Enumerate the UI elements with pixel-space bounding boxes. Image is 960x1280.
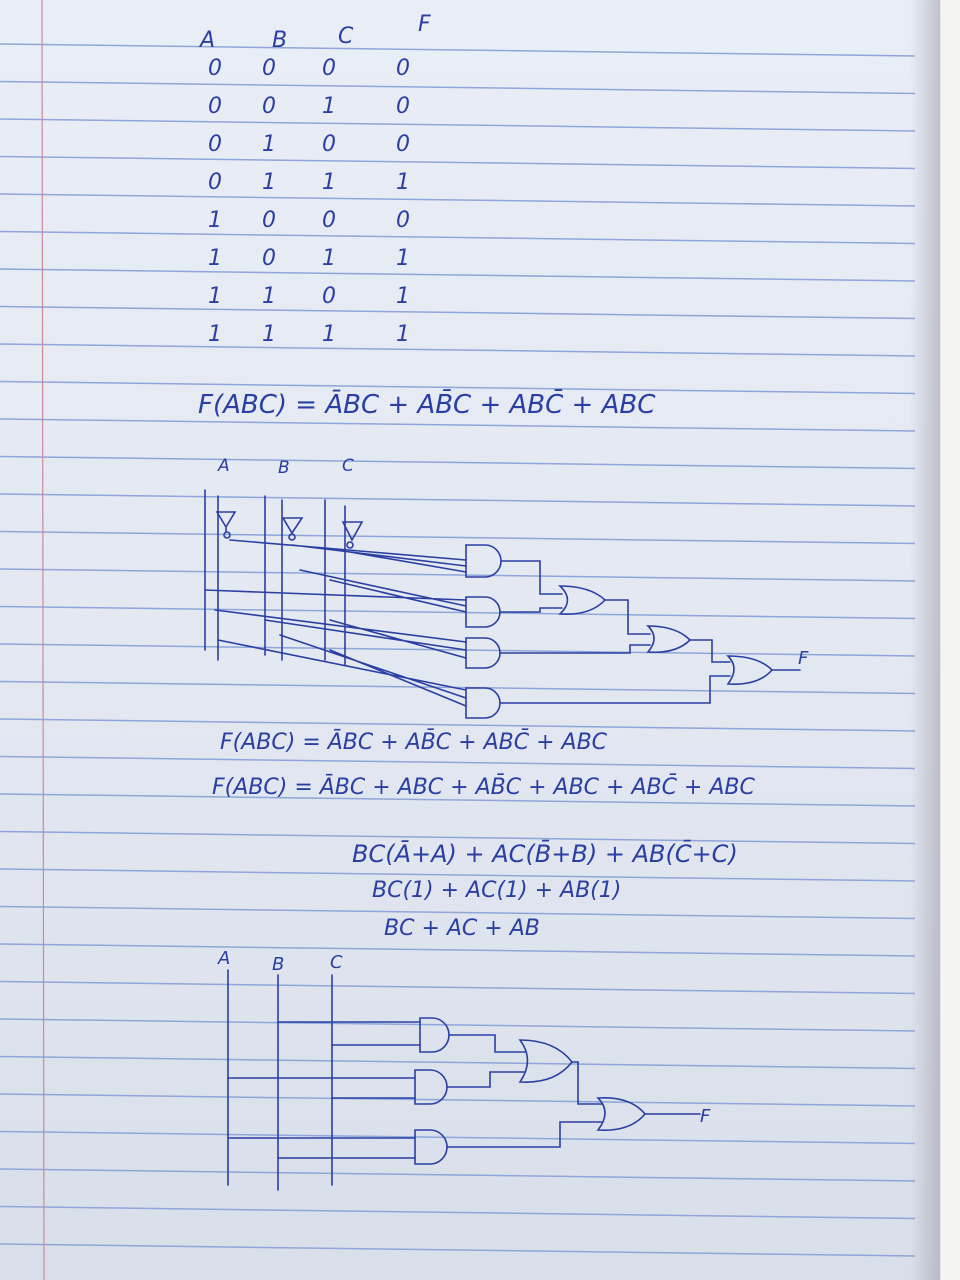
circuit2-output-f: F [700,1106,711,1127]
tt-cell: 0 [322,132,336,157]
tt-cell: 0 [262,246,276,271]
tt-cell: 1 [322,322,336,347]
tt-cell: 0 [208,170,222,195]
tt-cell: 1 [262,170,276,195]
circuit1-input-a: A [218,456,230,476]
tt-cell: 0 [208,94,222,119]
tt-cell: 0 [396,94,410,119]
tt-cell: 0 [322,284,336,309]
simplification-line-1: F(ABC) = ĀBC + AB̄C + ABC̄ + ABC [220,730,608,755]
circuit1-input-b: B [278,458,290,478]
simplification-line-3: BC(Ā+A) + AC(B̄+B) + AB(C̄+C) [352,840,738,868]
circuit2-input-c: C [330,952,343,973]
tt-cell: 1 [396,170,410,195]
tt-cell: 1 [322,94,336,119]
tt-cell: 1 [262,284,276,309]
circuit1-output-f: F [798,648,809,669]
tt-header-c: C [338,24,354,49]
tt-cell: 0 [396,132,410,157]
tt-header-f: F [418,12,431,37]
tt-cell: 0 [396,208,410,233]
tt-cell: 0 [262,208,276,233]
tt-cell: 1 [322,246,336,271]
tt-cell: 0 [262,56,276,81]
tt-cell: 1 [208,246,222,271]
tt-header-a: A [200,28,216,53]
tt-cell: 0 [208,132,222,157]
tt-cell: 0 [396,56,410,81]
tt-cell: 1 [396,284,410,309]
tt-cell: 1 [208,322,222,347]
tt-cell: 1 [262,132,276,157]
tt-cell: 0 [322,208,336,233]
tt-cell: 0 [208,56,222,81]
sum-of-products-equation: F(ABC) = ĀBC + AB̄C + ABC̄ + ABC [198,390,656,420]
circuit2-input-b: B [272,954,285,975]
simplification-line-5: BC + AC + AB [384,916,540,941]
page-edge [910,0,960,1280]
tt-cell: 1 [396,322,410,347]
simplification-line-4: BC(1) + AC(1) + AB(1) [372,878,622,903]
tt-cell: 1 [208,208,222,233]
tt-cell: 1 [208,284,222,309]
tt-cell: 1 [396,246,410,271]
tt-cell: 1 [262,322,276,347]
circuit2-input-a: A [218,948,231,969]
tt-cell: 0 [262,94,276,119]
circuit1-input-c: C [342,456,354,476]
tt-header-b: B [272,28,288,53]
tt-cell: 1 [322,170,336,195]
tt-cell: 0 [322,56,336,81]
simplification-line-2: F(ABC) = ĀBC + ABC + AB̄C + ABC + ABC̄ + ABC [212,775,755,800]
